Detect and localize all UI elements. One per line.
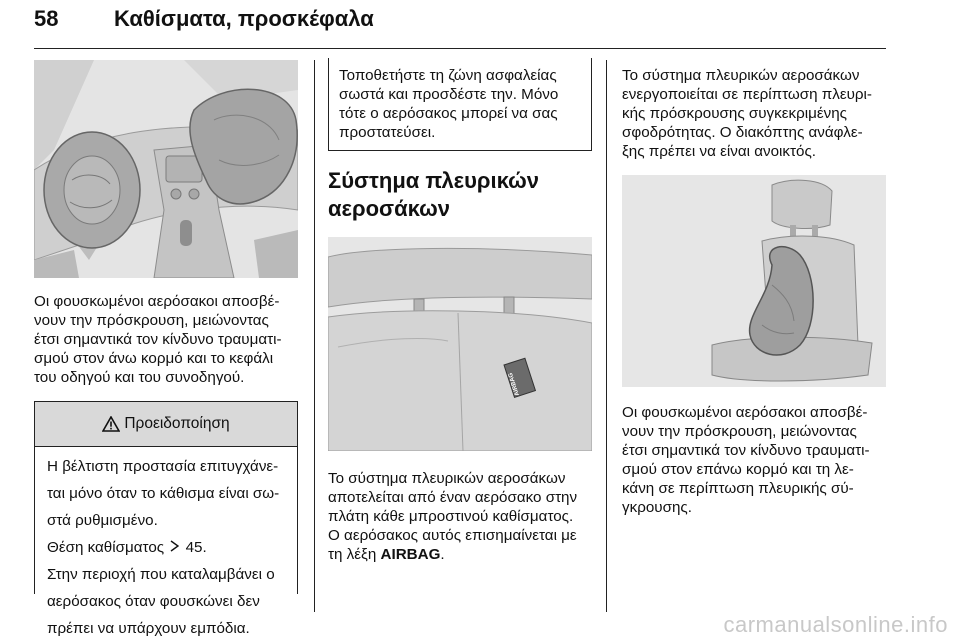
body-line-last bbox=[328, 545, 592, 564]
caption-line: του οδηγού και του συνοδηγού. bbox=[34, 369, 245, 386]
middle-column bbox=[328, 58, 592, 564]
column-divider-1 bbox=[314, 60, 315, 612]
warning-header bbox=[35, 402, 297, 447]
seat-airbag-tag-text: AIRBAG bbox=[507, 371, 521, 397]
caption-line: γκρουσης. bbox=[622, 499, 692, 516]
seat-airbag-label-figure bbox=[328, 237, 592, 451]
front-airbags-illustration bbox=[34, 60, 298, 278]
front-airbags-figure bbox=[34, 60, 298, 278]
warning-text-line: ται μόνο όταν το κάθισμα είναι σω- bbox=[47, 485, 280, 502]
airbag-keyword: AIRBAG bbox=[380, 546, 441, 563]
watermark: carmanualsonline.info bbox=[723, 612, 948, 637]
page-title: Καθίσματα, προσκέφαλα bbox=[114, 6, 374, 31]
warning-text-line: αερόσακος όταν φουσκώνει δεν bbox=[47, 593, 260, 610]
note-line: σωστά και προσδέστε την. Μόνο bbox=[339, 86, 559, 103]
reference-text: Θέση καθίσματος bbox=[47, 539, 165, 556]
caption-line: Οι φουσκωμένοι αερόσακοι αποσβέ- bbox=[34, 293, 280, 310]
warning-text-line: πρέπει να υπάρχουν εμπόδια. bbox=[47, 620, 250, 637]
section-heading bbox=[328, 167, 592, 223]
page-header bbox=[34, 0, 886, 52]
column-divider-2 bbox=[606, 60, 607, 612]
reference-page-link[interactable]: 45. bbox=[185, 539, 207, 556]
body-line: Το σύστημα πλευρικών αεροσάκων bbox=[328, 470, 566, 487]
side-airbag-caption bbox=[622, 403, 890, 517]
side-airbag-figure bbox=[622, 175, 886, 387]
caption-line: νουν την πρόσκρουση, μειώνοντας bbox=[34, 312, 269, 329]
side-airbag-activation-text bbox=[622, 66, 890, 161]
intro-line: κής πρόσκρουσης συγκεκριμένης bbox=[622, 105, 847, 122]
side-airbag-description bbox=[328, 469, 592, 564]
body-text: τη λέξη bbox=[328, 546, 377, 563]
intro-line: ξης πρέπει να είναι ανοικτός. bbox=[622, 143, 816, 160]
note-line: τότε ο αερόσακος μπορεί να σας bbox=[339, 105, 558, 122]
seat-position-reference bbox=[47, 538, 285, 557]
warning-body bbox=[35, 447, 297, 638]
warning-triangle-icon bbox=[102, 416, 120, 432]
body-line: αποτελείται από έναν αερόσακο στην bbox=[328, 489, 578, 506]
section-heading-line: αεροσάκων bbox=[328, 196, 450, 221]
intro-line: ενεργοποιείται σε περίπτωση πλευρι- bbox=[622, 86, 872, 103]
page-number: 58 bbox=[34, 6, 59, 31]
warning-text-line: Η βέλτιστη προστασία επιτυγχάνε- bbox=[47, 458, 279, 475]
caption-line: κάνη σε περίπτωση πλευρικής σύ- bbox=[622, 480, 854, 497]
front-airbags-caption bbox=[34, 292, 298, 387]
intro-line: σφοδρότητας. Ο διακόπτης ανάφλε- bbox=[622, 124, 863, 141]
warning-title: Προειδοποίηση bbox=[124, 415, 230, 432]
caption-line: σμού στον άνω κορμό και το κεφάλι bbox=[34, 350, 274, 367]
note-box bbox=[328, 58, 592, 151]
warning-text-line: Στην περιοχή που καταλαμβάνει ο bbox=[47, 566, 275, 583]
seat-label-illustration bbox=[328, 237, 592, 451]
warning-box bbox=[34, 401, 298, 637]
body-line: Ο αερόσακος αυτός επισημαίνεται με bbox=[328, 527, 577, 544]
warning-text-line: στά ρυθμισμένο. bbox=[47, 512, 158, 529]
caption-line: νουν την πρόσκρουση, μειώνοντας bbox=[622, 423, 857, 440]
note-line: προστατεύσει. bbox=[339, 124, 436, 141]
intro-line: Το σύστημα πλευρικών αεροσάκων bbox=[622, 67, 860, 84]
caption-line: Οι φουσκωμένοι αερόσακοι αποσβέ- bbox=[622, 404, 868, 421]
right-column bbox=[622, 66, 890, 517]
page-reference-icon[interactable] bbox=[170, 538, 179, 557]
note-line: Τοποθετήστε τη ζώνη ασφαλείας bbox=[339, 67, 557, 84]
header-rule bbox=[34, 48, 886, 49]
body-line: πλάτη κάθε μπροστινού καθίσματος. bbox=[328, 508, 574, 525]
left-column bbox=[34, 60, 298, 637]
section-heading-line: Σύστημα πλευρικών bbox=[328, 168, 539, 193]
side-airbag-illustration bbox=[622, 175, 886, 387]
caption-line: σμού στον επάνω κορμό και τη λε- bbox=[622, 461, 854, 478]
caption-line: έτσι σημαντικά τον κίνδυνο τραυματι- bbox=[34, 331, 282, 348]
body-text-end: . bbox=[440, 546, 445, 563]
caption-line: έτσι σημαντικά τον κίνδυνο τραυματι- bbox=[622, 442, 870, 459]
